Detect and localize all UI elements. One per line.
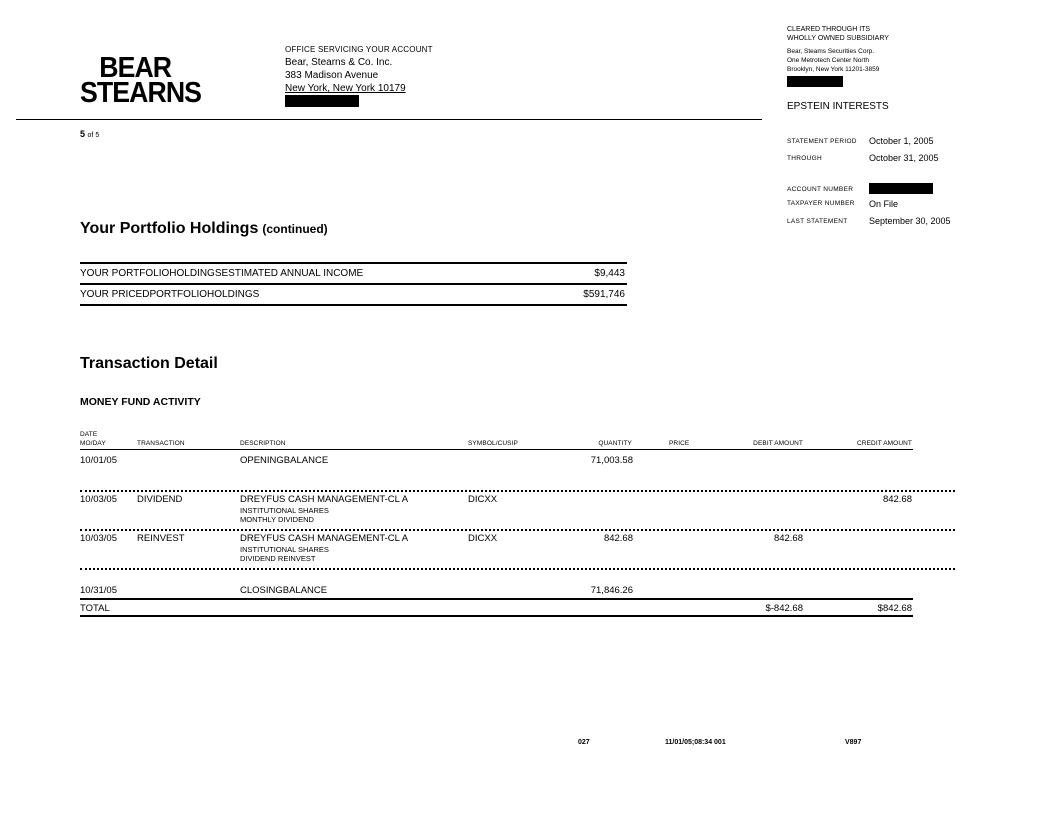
transaction-detail-title: Transaction Detail <box>80 355 218 372</box>
page-total: of 5 <box>87 132 100 139</box>
col-symbol: SYMBOL/CUSIP <box>468 440 518 447</box>
redacted-account-number <box>869 183 933 194</box>
redacted-clearing <box>787 76 843 87</box>
row-quantity: 842.68 <box>603 533 633 544</box>
total-bottom-rule <box>80 615 913 617</box>
row-transaction: REINVEST <box>137 533 185 544</box>
last-statement-label: LAST STATEMENT <box>787 218 848 225</box>
row-description: DREYFUS CASH MANAGEMENT-CL A <box>240 533 409 544</box>
summary-value: $591,746 <box>583 289 625 300</box>
office-header: OFFICE SERVICING YOUR ACCOUNT <box>285 45 433 54</box>
row-symbol: DICXX <box>468 533 498 544</box>
office-city: New York, New York 10179 <box>285 83 406 94</box>
summary-label: YOUR PRICEDPORTFOLIOHOLDINGS <box>80 289 260 300</box>
clearing-name: Bear, Steams Securities Corp. <box>787 48 875 55</box>
table-row <box>0 494 1056 530</box>
last-statement-value: September 30, 2005 <box>869 216 951 226</box>
col-quantity: QUANTITY <box>598 440 632 447</box>
col-debit: DEBIT AMOUNT <box>753 440 803 447</box>
header-rule <box>80 449 913 450</box>
col-price: PRICE <box>669 440 690 447</box>
row-transaction: DIVIDEND <box>137 494 183 505</box>
row-separator <box>80 529 955 531</box>
holdings-continued: (continued) <box>262 222 328 236</box>
through-value: October 31, 2005 <box>869 153 939 163</box>
opening-description: OPENINGBALANCE <box>240 455 329 466</box>
statement-period-label: STATEMENT PERIOD <box>787 138 857 145</box>
office-address <box>285 43 433 107</box>
redacted-phone <box>285 95 359 107</box>
closing-date: 10/31/05 <box>80 585 117 596</box>
clearing-street: One Metrotech Center North <box>787 57 870 64</box>
footer-timestamp: 11/01/05;08:34 001 <box>665 739 726 746</box>
row-date: 10/03/05 <box>80 533 117 544</box>
logo-line-2: STEARNS <box>80 77 202 109</box>
bear-stearns-logo <box>80 52 202 109</box>
row-description-2: INSTITUTIONAL SHARES <box>240 545 329 554</box>
row-description-3: DIVIDEND REINVEST <box>240 554 316 563</box>
row-description-3: MONTHLY DIVIDEND <box>240 515 314 524</box>
page-current: 5 <box>80 129 86 139</box>
closing-description: CLOSINGBALANCE <box>240 585 328 596</box>
col-date-top: DATE <box>80 431 98 438</box>
statement-period-value: October 1, 2005 <box>869 136 934 146</box>
page-number <box>80 129 99 139</box>
taxpayer-label: TAXPAYER NUMBER <box>787 200 855 207</box>
clearing-city: Brooklyn, New York 11201-3859 <box>787 66 880 73</box>
total-label: TOTAL <box>80 603 110 614</box>
clearing-info <box>787 25 1037 87</box>
total-top-rule <box>80 598 913 600</box>
holdings-title <box>80 220 328 238</box>
summary-row <box>80 262 627 283</box>
row-description: DREYFUS CASH MANAGEMENT-CL A <box>240 494 409 505</box>
col-date: MO/DAY <box>80 440 106 447</box>
total-credit: $842.68 <box>877 603 912 614</box>
col-credit: CREDIT AMOUNT <box>857 440 912 447</box>
holdings-summary <box>80 262 627 306</box>
closing-quantity: 71,846.26 <box>590 585 633 596</box>
row-description-2: INSTITUTIONAL SHARES <box>240 506 329 515</box>
summary-label: YOUR PORTFOLIOHOLDINGSESTIMATED ANNUAL INCOME <box>80 268 364 279</box>
footer-version: V897 <box>845 739 862 746</box>
footer-code: 027 <box>578 739 590 746</box>
account-number-label: ACCOUNT NUMBER <box>787 186 854 193</box>
clearing-line-1: CLEARED THROUGH ITS <box>787 26 871 33</box>
office-name: Bear, Stearns & Co. Inc. <box>285 57 393 68</box>
row-separator <box>80 490 955 492</box>
row-debit: 842.68 <box>773 533 803 544</box>
header-divider <box>16 119 762 120</box>
holdings-title-text: Your Portfolio Holdings <box>80 220 259 237</box>
row-symbol: DICXX <box>468 494 498 505</box>
table-row <box>0 533 1056 569</box>
summary-row <box>80 283 627 306</box>
logo-line-1: BEAR <box>99 52 172 84</box>
col-transaction: TRANSACTION <box>137 440 185 447</box>
opening-date: 10/01/05 <box>80 455 117 466</box>
office-street: 383 Madison Avenue <box>285 70 379 81</box>
row-separator <box>80 568 955 570</box>
opening-quantity: 71,003.58 <box>590 455 633 466</box>
money-fund-activity-heading: MONEY FUND ACTIVITY <box>80 396 201 408</box>
total-debit: $-842.68 <box>765 603 803 614</box>
account-name: EPSTEIN INTERESTS <box>787 101 889 112</box>
col-description: DESCRIPTION <box>240 440 286 447</box>
through-label: THROUGH <box>787 155 822 162</box>
summary-value: $9,443 <box>594 268 625 279</box>
clearing-line-2: WHOLLY OWNED SUBSIDIARY <box>787 35 889 42</box>
row-date: 10/03/05 <box>80 494 117 505</box>
row-credit: 842.68 <box>882 494 912 505</box>
taxpayer-value: On File <box>869 199 899 209</box>
